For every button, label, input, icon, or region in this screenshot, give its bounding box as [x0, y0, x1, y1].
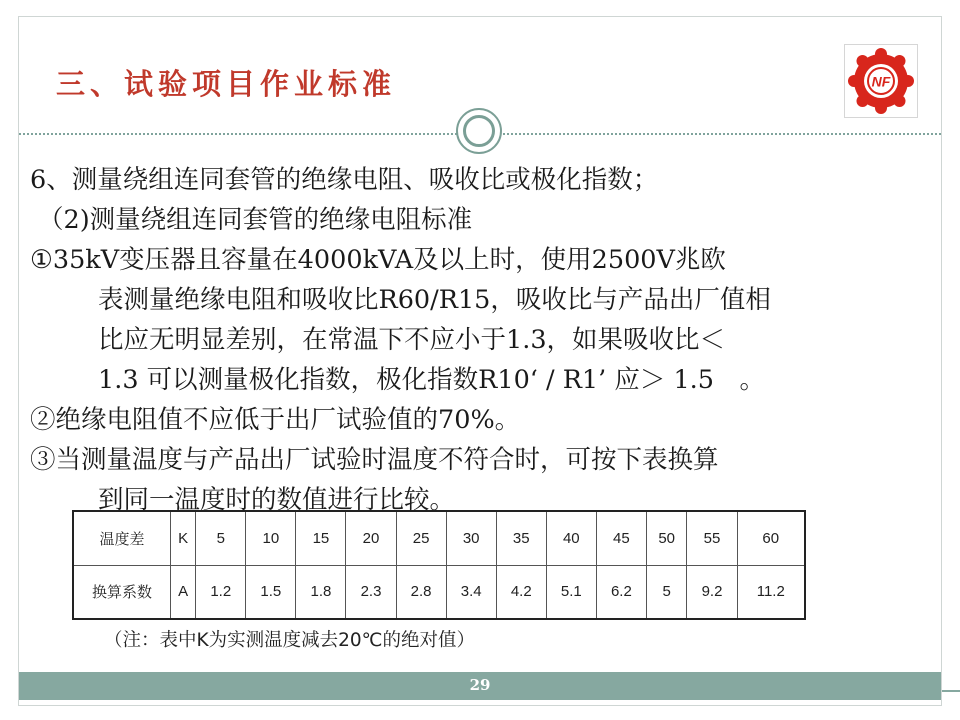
footer-bar — [19, 672, 941, 700]
table-cell: 5 — [196, 511, 246, 565]
paragraph-line: 比应无明显差别，在常温下不应小于1.3，如果吸收比＜ — [98, 325, 726, 355]
table-cell: 55 — [687, 511, 737, 565]
table-cell: 4.2 — [496, 565, 546, 619]
table-cell: 11.2 — [737, 565, 805, 619]
table-cell: 1.2 — [196, 565, 246, 619]
table-cell: 5.1 — [546, 565, 596, 619]
table-cell: 6.2 — [596, 565, 646, 619]
table-row — [73, 511, 805, 565]
table-cell: 15 — [296, 511, 346, 565]
table-cell: 35 — [496, 511, 546, 565]
slide-title: 三、试验项目作业标准 — [56, 67, 397, 101]
table-cell: 45 — [596, 511, 646, 565]
divider-circle-icon — [456, 108, 502, 154]
table-cell: 1.5 — [246, 565, 296, 619]
paragraph-line: ①35kV变压器且容量在4000kVA及以上时，使用2500V兆欧 — [30, 245, 726, 275]
table-cell: 2.3 — [346, 565, 396, 619]
table-cell: 9.2 — [687, 565, 737, 619]
table-cell: 温度差 — [73, 511, 171, 565]
table-row — [73, 565, 805, 619]
sub-heading: （2)测量绕组连同套管的绝缘电阻标准 — [38, 205, 473, 235]
item-heading: 6、测量绕组连同套管的绝缘电阻、吸收比或极化指数； — [30, 165, 659, 195]
table-cell: 20 — [346, 511, 396, 565]
footer-accent-line — [942, 690, 960, 692]
table-cell: 5 — [646, 565, 687, 619]
logo-text: NF — [871, 73, 891, 90]
table-cell: 换算系数 — [73, 565, 171, 619]
paragraph-line: ②绝缘电阻值不应低于出厂试验值的70%。 — [30, 405, 521, 435]
table-cell: 50 — [646, 511, 687, 565]
page-number: 29 — [469, 676, 491, 694]
paragraph-line: 1.3 可以测量极化指数，极化指数R10‘ / R1’ 应＞ 1.5 。 — [98, 365, 766, 395]
paragraph-line: 到同一温度时的数值进行比较。 — [98, 485, 456, 515]
conversion-table — [72, 510, 806, 620]
table-cell: 10 — [246, 511, 296, 565]
table-cell: 60 — [737, 511, 805, 565]
table-cell: 1.8 — [296, 565, 346, 619]
table-note: （注：表中K为实测温度减去20℃的绝对值） — [104, 630, 475, 651]
content-body — [30, 160, 771, 520]
nf-factory-logo-icon — [844, 44, 918, 118]
table-cell: 2.8 — [396, 565, 446, 619]
logo-graphic — [845, 45, 917, 117]
table-cell: A — [171, 565, 196, 619]
table-cell: 30 — [446, 511, 496, 565]
paragraph-line: ③当测量温度与产品出厂试验时温度不符合时，可按下表换算 — [30, 445, 719, 475]
table-cell: 25 — [396, 511, 446, 565]
table-cell: 40 — [546, 511, 596, 565]
paragraph-line: 表测量绝缘电阻和吸收比R60/R15，吸收比与产品出厂值相 — [98, 285, 771, 315]
table-cell: K — [171, 511, 196, 565]
table-cell: 3.4 — [446, 565, 496, 619]
